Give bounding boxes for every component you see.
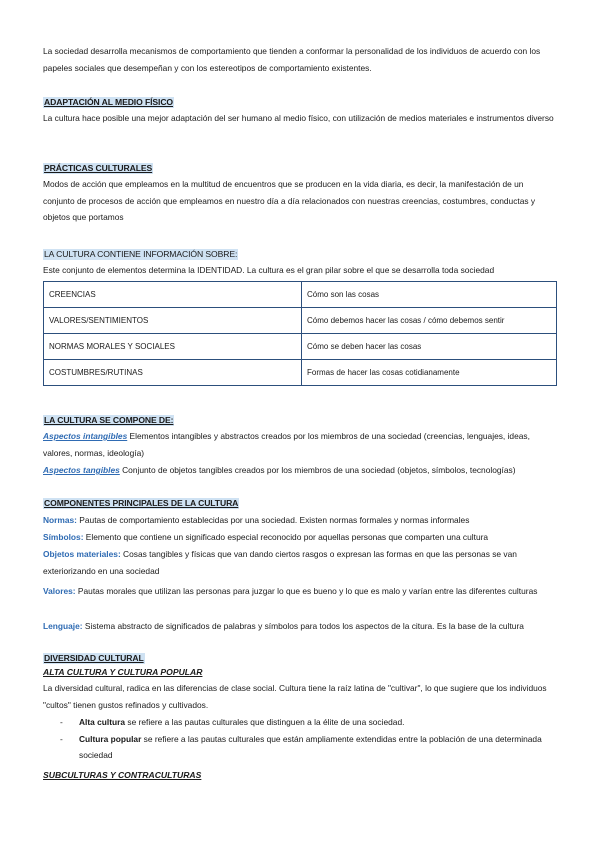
heading-compone: LA CULTURA SE COMPONE DE: (44, 415, 174, 425)
table-cell-value: Formas de hacer las cosas cotidianamente (302, 360, 557, 386)
componentes-item (43, 583, 557, 600)
componentes-term: Lenguaje: (43, 621, 83, 631)
bullet-term: Alta cultura (79, 717, 126, 727)
table-row (44, 282, 557, 308)
componentes-item (43, 529, 557, 546)
table-row (44, 334, 557, 360)
componentes-text: Cosas tangibles y físicas que van dando ciertos rasgos o expresan las formas en que las personas se van exteriorizando en una sociedad (43, 549, 517, 576)
table-cell-key: CREENCIAS (44, 282, 302, 308)
heading-diversidad: DIVERSIDAD CULTURAL (44, 653, 144, 663)
componentes-text: Pautas de comportamiento establecidas por una sociedad. Existen normas formales y normas informales (76, 515, 470, 525)
compone-term: Aspectos intangibles (43, 431, 128, 441)
list-item (43, 731, 557, 764)
componentes-item (43, 512, 557, 529)
intro-paragraph: La sociedad desarrolla mecanismos de comportamiento que tienden a conformar la personalidad de los individuos de acuerdo con los papeles sociales que desempeñan y con los estereotipos de comportamiento existentes. (43, 46, 541, 73)
heading-adaptacion: ADAPTACIÓN AL MEDIO FÍSICO (44, 97, 174, 107)
compone-text: Conjunto de objetos tangibles creados por los miembros de una sociedad (objetos, símbolos, tecnologías) (119, 465, 516, 475)
subheading-alta-cultura: ALTA CULTURA Y CULTURA POPULAR (43, 667, 203, 677)
componentes-term: Objetos materiales: (43, 549, 121, 559)
table-cell-key: COSTUMBRES/RUTINAS (44, 360, 302, 386)
table-cell-value: Cómo se deben hacer las cosas (302, 334, 557, 360)
bullet-term: Cultura popular (79, 733, 142, 744)
table-cell-key: NORMAS MORALES Y SOCIALES (44, 334, 302, 360)
bullet-text: se refiere a las pautas culturales que están ampliamente extendidas entre la población de una determinada sociedad (79, 733, 542, 760)
componentes-text: Pautas morales que utilizan las personas para juzgar lo que es bueno y lo que es malo y varían entre las diferentes culturas (75, 586, 538, 596)
componentes-text: Elemento que contiene un significado especial reconocido por aquellas personas que comparten una cultura (83, 532, 489, 542)
list-item (43, 714, 557, 731)
componentes-text: Sistema abstracto de significados de palabras y símbolos para todos los aspectos de la citura. Es la base de la cultura (82, 621, 524, 631)
heading-practicas: PRÁCTICAS CULTURALES (44, 163, 153, 173)
componentes-term: Valores: (43, 586, 76, 596)
dash-bullet: - (60, 733, 63, 744)
table-row (44, 360, 557, 386)
table-cell-value: Cómo debemos hacer las cosas / cómo debemos sentir (302, 308, 557, 334)
informacion-table (43, 281, 557, 386)
diversidad-text: La diversidad cultural, radica en las diferencias de clase social. Cultura tiene la raíz latina de "cultivar", lo que sugiere que los individuos "cultos" tienen gustos refinados y cultivados. (43, 683, 547, 710)
practicas-text: Modos de acción que empleamos en la multitud de encuentros que se producen en la vida diaria, es decir, la manifestación de un conjunto de procesos de acción que empleamos en nuestro día a día relacionados con nuestras creencias, costumbres, conductas y objetos que portamos (43, 179, 536, 222)
adaptacion-text: La cultura hace posible una mejor adaptación del ser humano al medio físico, con utilización de medios materiales e instrumentos diverso (43, 113, 554, 123)
diversidad-bullets (43, 714, 557, 764)
bullet-text: se refiere a las pautas culturales que distinguen a la élite de una sociedad. (125, 717, 405, 727)
heading-componentes: COMPONENTES PRINCIPALES DE LA CULTURA (44, 498, 239, 508)
table-row (44, 308, 557, 334)
subheading-subculturas: SUBCULTURAS Y CONTRACULTURAS (43, 770, 202, 780)
compone-term: Aspectos tangibles (43, 465, 120, 475)
table-cell-key: VALORES/SENTIMIENTOS (44, 308, 302, 334)
heading-informacion: LA CULTURA CONTIENE INFORMACIÓN SOBRE: (44, 249, 238, 259)
componentes-term: Normas: (43, 515, 77, 525)
table-cell-value: Cómo son las cosas (302, 282, 557, 308)
compone-item (43, 428, 557, 461)
compone-item (43, 462, 557, 479)
componentes-item (43, 546, 557, 579)
compone-text: Elementos intangibles y abstractos creados por los miembros de una sociedad (creencias, lenguajes, ideas, valores, normas, ideología) (43, 431, 530, 458)
dash-bullet: - (60, 717, 63, 727)
componentes-item (43, 618, 557, 635)
componentes-term: Símbolos: (43, 532, 84, 542)
informacion-text: Este conjunto de elementos determina la IDENTIDAD. La cultura es el gran pilar sobre el que se desarrolla toda sociedad (43, 265, 495, 275)
